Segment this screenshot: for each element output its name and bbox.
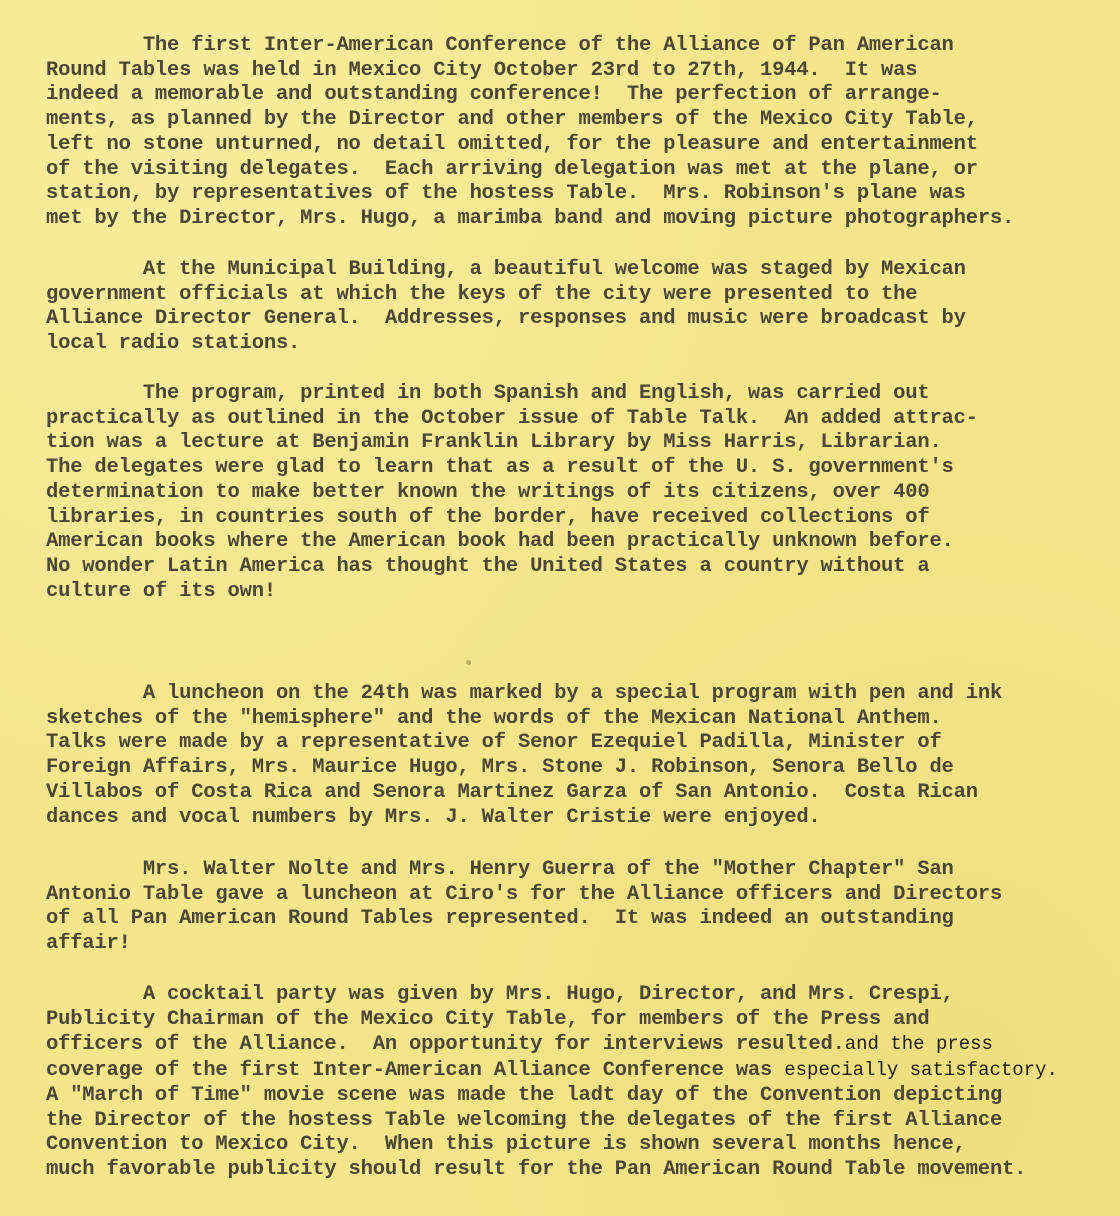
text-line: The program, printed in both Spanish and English, was carried out: [46, 382, 930, 405]
text-line: ments, as planned by the Director and other members of the Mexico City Table,: [46, 108, 978, 132]
text-line: Mrs. Walter Nolte and Mrs. Henry Guerra of the "Mother Chapter" San: [46, 858, 954, 881]
text-line: Alliance Director General. Addresses, responses and music were broadcast by: [46, 307, 966, 331]
text-line: Talks were made by a representative of Senor Ezequiel Padilla, Minister of: [46, 731, 942, 755]
text-line: much favorable publicity should result for the Pan American Round Table movement.: [46, 1157, 1027, 1181]
text-line: of all Pan American Round Tables represented. It was indeed an outstanding: [46, 907, 954, 931]
text-line: Publicity Chairman of the Mexico City Table, for members of the Press and: [46, 1007, 930, 1031]
text-line: culture of its own!: [46, 579, 276, 603]
text-line: Convention to Mexico City. When this picture is shown several months hence,: [46, 1133, 966, 1157]
text-line: indeed a memorable and outstanding conference! The perfection of arrange-: [46, 83, 942, 107]
text-line: The delegates were glad to learn that as a result of the U. S. government's: [46, 456, 954, 480]
text-line: sketches of the "hemisphere" and the words of the Mexican National Anthem.: [46, 706, 942, 730]
text-line: of the visiting delegates. Each arriving delegation was met at the plane, or: [46, 157, 978, 181]
text-line: practically as outlined in the October issue of Table Talk. An added attrac-: [46, 406, 978, 430]
text-line: officers of the Alliance. An opportunity for interviews resulted.: [46, 1033, 845, 1057]
text-line: A "March of Time" movie scene was made the ladt day of the Convention depicting: [46, 1083, 1003, 1107]
ink-spot: [466, 660, 471, 665]
text-line: local radio stations.: [46, 332, 301, 356]
text-line: dances and vocal numbers by Mrs. J. Walter Cristie were enjoyed.: [46, 805, 821, 829]
text-line: affair!: [46, 932, 131, 956]
text-line: tion was a lecture at Benjamin Franklin Library by Miss Harris, Librarian.: [46, 431, 942, 455]
text-line: left no stone unturned, no detail omitted, for the pleasure and entertainment: [46, 132, 978, 156]
text-line: A luncheon on the 24th was marked by a special program with pen and ink: [46, 682, 1003, 705]
text-line: American books where the American book had been practically unknown before.: [46, 530, 954, 554]
text-line: coverage of the first Inter-American Alliance Conference was: [46, 1059, 785, 1083]
text-line: determination to make better known the writings of its citizens, over 400: [46, 480, 930, 504]
paragraph-municipal-welcome: [46, 258, 1086, 357]
inserted-text: especially satisfactory.: [784, 1059, 1058, 1082]
text-line: the Director of the hostess Table welcoming the delegates of the first Alliance: [46, 1108, 1003, 1132]
paragraph-ciros-luncheon: [46, 858, 1086, 957]
text-line: At the Municipal Building, a beautiful welcome was staged by Mexican: [46, 258, 966, 281]
text-line: met by the Director, Mrs. Hugo, a marimba band and moving picture photographers.: [46, 206, 1015, 230]
text-line: No wonder Latin America has thought the United States a country without a: [46, 554, 930, 578]
paragraph-cocktail-party: [46, 983, 1086, 1183]
text-line: libraries, in countries south of the border, have received collections of: [46, 505, 930, 529]
text-line: station, by representatives of the hostess Table. Mrs. Robinson's plane was: [46, 182, 966, 206]
paragraph-program: [46, 382, 1086, 604]
text-line: Villabos of Costa Rica and Senora Martinez Garza of San Antonio. Costa Rican: [46, 780, 978, 804]
paragraph-conference-intro: [46, 34, 1086, 232]
text-line: The first Inter-American Conference of the Alliance of Pan American: [46, 34, 954, 57]
paragraph-luncheon-24th: [46, 682, 1086, 830]
text-line: A cocktail party was given by Mrs. Hugo, Director, and Mrs. Crespi,: [46, 983, 954, 1006]
text-line: government officials at which the keys of the city were presented to the: [46, 282, 918, 306]
text-line: Antonio Table gave a luncheon at Ciro's for the Alliance officers and Directors: [46, 882, 1003, 906]
text-line: Foreign Affairs, Mrs. Maurice Hugo, Mrs. Stone J. Robinson, Senora Bello de: [46, 756, 954, 780]
text-line: Round Tables was held in Mexico City October 23rd to 27th, 1944. It was: [46, 58, 918, 82]
inserted-text: and the press: [844, 1033, 993, 1056]
